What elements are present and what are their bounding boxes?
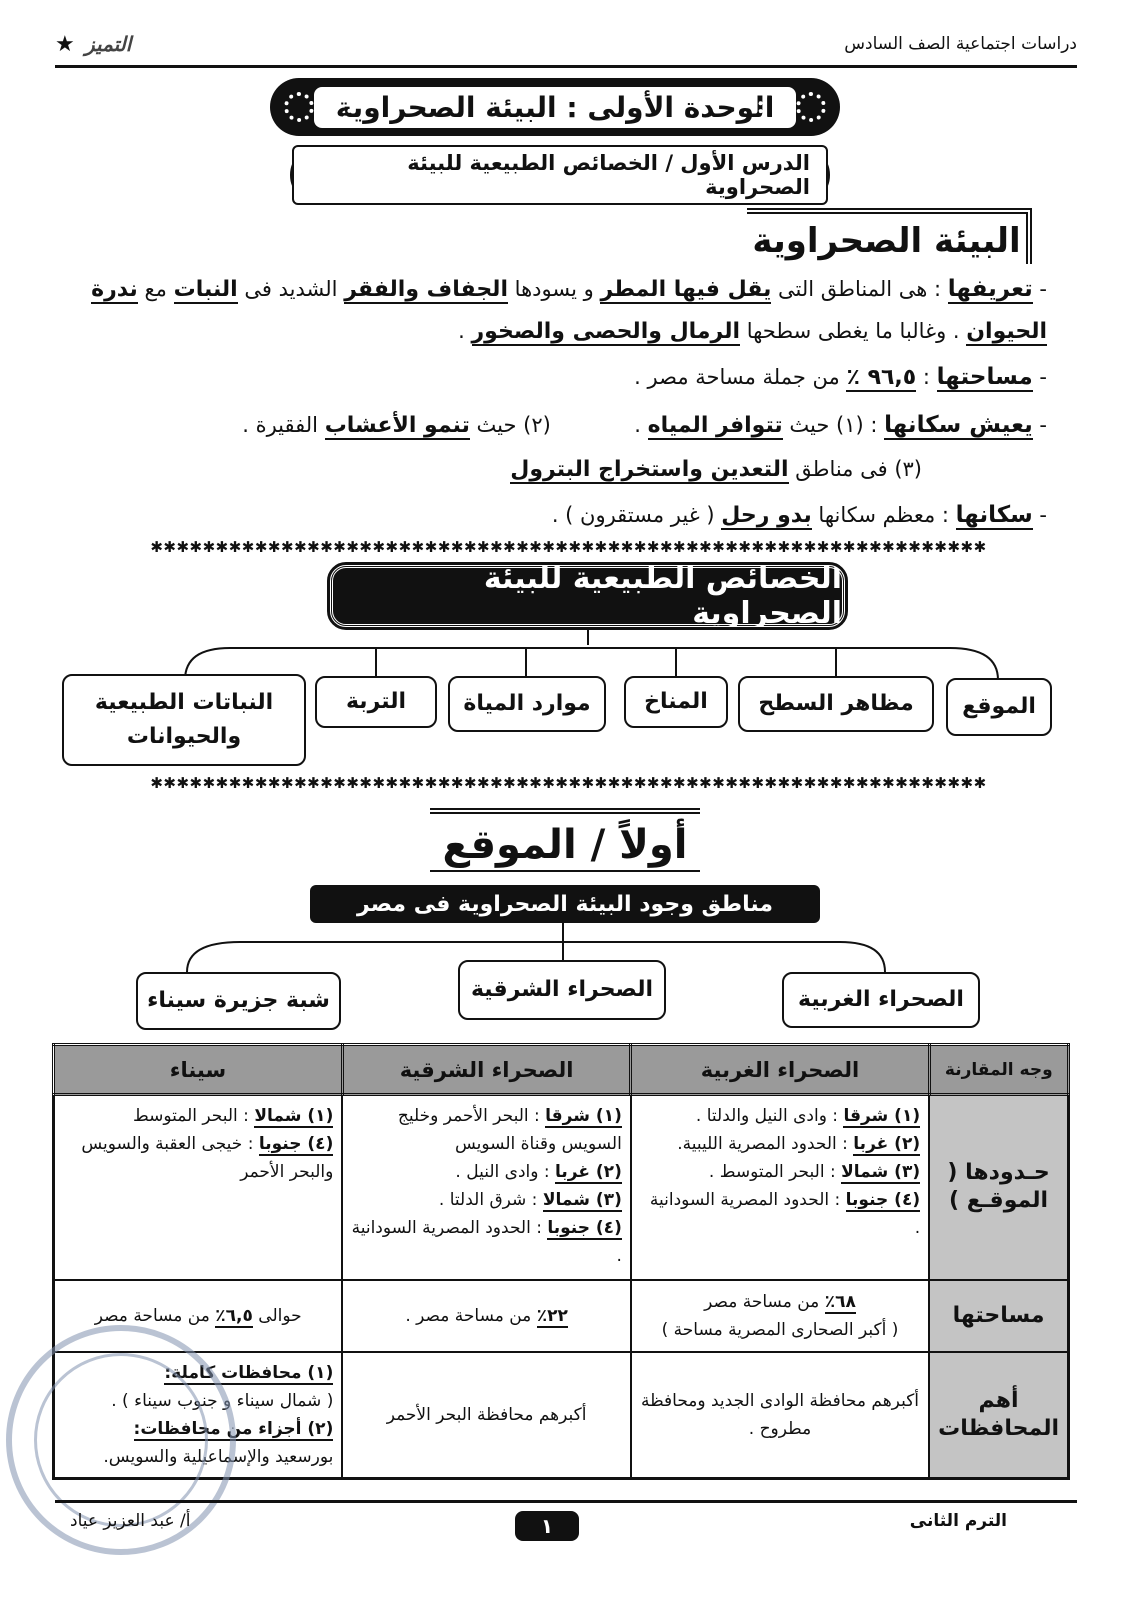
population-label: سكانها <box>955 502 1033 528</box>
population-line: - سكانها : معظم سكانها بدو رحل ( غير مستقرون ) . <box>551 502 1047 528</box>
keyword: التعدين واستخراج البترول <box>510 457 789 482</box>
direction-label: (٤) جنوبا <box>845 1190 921 1210</box>
term-label: الترم الثانى <box>909 1511 1007 1531</box>
cell-text: : البحر المتوسط . <box>708 1162 836 1182</box>
livelihood-item: (١) حيث <box>789 413 864 437</box>
page-number: ١ <box>515 1511 579 1541</box>
cell-text: من مساحة مصر <box>704 1291 820 1312</box>
table-header-row <box>54 1045 1069 1095</box>
keyword: الجفاف والفقر <box>344 277 508 302</box>
cell-text: : وادى النيل . <box>455 1162 550 1182</box>
table-cell <box>54 1095 343 1280</box>
definition-text: مع <box>144 277 167 301</box>
direction-label: (٢) غربا <box>853 1134 921 1154</box>
author-name: أ/ عبد العزيز عياد <box>70 1511 191 1531</box>
cell-text: : الحدود المصرية الليبية. <box>677 1134 848 1154</box>
cell-text: : خيجى العقبة والسويس والبحر الأحمر <box>81 1134 334 1182</box>
keyword: بدو رحل <box>721 503 812 528</box>
cell-text: من مساحة مصر <box>94 1305 210 1326</box>
livelihood-item: (٢) حيث <box>476 413 551 437</box>
table-cell: أكبرهم محافظة الوادى الجديد ومحافظة مطروح . <box>631 1352 929 1479</box>
col-header: سيناء <box>54 1045 343 1095</box>
definition-text: الشديد فى <box>244 277 338 301</box>
characteristics-banner: الخصائص الطبيعية للبيئة الصحراوية <box>330 565 845 627</box>
direction-label: (٢) غربا <box>555 1162 622 1182</box>
table-cell <box>631 1095 929 1280</box>
direction-label: (٤) جنوبا <box>258 1134 334 1154</box>
region-box-sinai: شبة جزيرة سيناء <box>136 972 341 1030</box>
row-header: حـدودها ( الموقـع ) <box>929 1095 1068 1280</box>
row-header: مساحتها <box>929 1280 1068 1352</box>
livelihood-item: . <box>634 413 641 437</box>
direction-label: (٣) شمالا <box>841 1162 921 1182</box>
col-header: وجه المقارنة <box>929 1045 1068 1095</box>
livelihood-item: (٣) فى مناطق <box>795 457 922 481</box>
shooting-star-icon: ★ <box>55 32 75 57</box>
char-box-surface: مظاهر السطح <box>738 676 934 732</box>
col-header: الصحراء الغربية <box>631 1045 929 1095</box>
table-cell <box>342 1095 631 1280</box>
keyword: تتوافر المياه <box>647 413 783 438</box>
area-value: ٩٦,٥ ٪ <box>846 365 917 390</box>
definition-line: - تعريفها : هى المناطق التى يقل فيها المطر و يسودها الجفاف والفقر الشديد فى النبات مع ندرة <box>91 276 1047 302</box>
livelihood-label: يعيش سكانها <box>884 412 1033 438</box>
row-header: أهم المحافظات <box>929 1352 1068 1479</box>
area-value: ٢٢٪ <box>536 1305 568 1326</box>
definition-label: تعريفها <box>947 276 1033 302</box>
char-box-water: موارد المياة <box>448 676 606 732</box>
definition-text: . <box>458 319 465 343</box>
direction-label: (٤) جنوبا <box>547 1218 622 1238</box>
cell-text: : وادى النيل والدلتا . <box>695 1106 839 1126</box>
definition-text: و يسودها <box>514 277 594 301</box>
livelihood-item: الفقيرة . <box>242 413 318 437</box>
direction-label: (١) شرقا <box>843 1106 921 1126</box>
direction-label: (٣) شمالا <box>542 1190 622 1210</box>
table-cell <box>631 1280 929 1352</box>
star-divider: ✱✱✱✱✱✱✱✱✱✱✱✱✱✱✱✱✱✱✱✱✱✱✱✱✱✱✱✱✱✱✱✱✱✱✱✱✱✱✱✱✱✱✱✱✱✱✱✱✱✱✱✱✱✱✱✱✱✱✱✱✱✱✱✱ <box>150 774 987 790</box>
regions-banner <box>310 885 820 923</box>
region-box-western: الصحراء الغربية <box>782 972 980 1028</box>
cell-text: : البحر الأحمر وخليج السويس وقناة السويس <box>397 1106 622 1154</box>
cell-heading: (٢) أجزاء من محافظات: <box>133 1418 334 1439</box>
area-text: من جملة مساحة مصر . <box>634 365 840 389</box>
brand-logo-text: التميز <box>85 32 132 56</box>
lesson-title: الدرس الأول / الخصائص الطبيعية للبيئة الصحراوية <box>292 145 828 205</box>
cell-text: حوالى <box>258 1305 302 1326</box>
regions-banner-text: مناطق وجود البيئة الصحراوية فى مصر <box>357 891 773 917</box>
direction-label: (١) شمالا <box>254 1106 334 1126</box>
cell-note: ( أكبر الصحارى المصرية مساحة ) <box>661 1319 899 1340</box>
direction-label: (١) شرقا <box>545 1106 622 1126</box>
table-cell <box>342 1280 631 1352</box>
keyword: النبات <box>173 277 238 302</box>
cell-text: ( شمال سيناء و جنوب سيناء ) . <box>111 1390 334 1411</box>
subject-title: دراسات اجتماعية الصف السادس <box>844 34 1077 54</box>
table-row <box>54 1095 1069 1280</box>
cell-text: بورسعيد والإسماعيلية والسويس. <box>103 1446 334 1467</box>
char-box-climate: المناخ <box>624 676 728 728</box>
livelihood-line: - يعيش سكانها : (١) حيث تتوافر المياه . (٢) حيث تنمو الأعشاب الفقيرة . <box>242 412 1047 438</box>
area-line: - مساحتها : ٩٦,٥ ٪ من جملة مساحة مصر . <box>634 364 1047 390</box>
population-text: ( غير مستقرون ) . <box>551 503 715 527</box>
definition-text: . وغالبا ما يغطى سطحها <box>746 319 960 343</box>
page-footer <box>55 1500 1077 1540</box>
location-title: أولاً / الموقع <box>430 808 700 872</box>
area-value: ٦٨٪ <box>824 1291 856 1312</box>
cell-heading: (١) محافظات كاملة: <box>164 1362 334 1383</box>
table-row <box>54 1280 1069 1352</box>
unit-title: الوحدة الأولى : البيئة الصحراوية <box>314 87 797 128</box>
region-box-eastern: الصحراء الشرقية <box>458 960 666 1020</box>
cell-text: : البحر المتوسط <box>132 1106 249 1126</box>
keyword: تنمو الأعشاب <box>324 413 470 438</box>
cell-text: : الحدود المصرية السودانية . <box>649 1190 921 1238</box>
population-text: معظم سكانها <box>818 503 936 527</box>
col-header: الصحراء الشرقية <box>342 1045 631 1095</box>
keyword: يقل فيها المطر <box>600 277 772 302</box>
keyword: ندرة <box>91 277 138 302</box>
char-box-plants-animals: النباتات الطبيعية والحيوانات <box>62 674 306 766</box>
cell-text: من مساحة مصر . <box>405 1305 532 1326</box>
cell-text: : الحدود المصرية السودانية . <box>351 1218 622 1266</box>
char-box-soil: التربة <box>315 676 437 728</box>
keyword: الحيوان <box>966 319 1047 344</box>
star-divider: ✱✱✱✱✱✱✱✱✱✱✱✱✱✱✱✱✱✱✱✱✱✱✱✱✱✱✱✱✱✱✱✱✱✱✱✱✱✱✱✱✱✱✱✱✱✱✱✱✱✱✱✱✱✱✱✱✱✱✱✱✱✱✱✱ <box>150 538 987 554</box>
char-box-location: الموقع <box>946 678 1052 736</box>
section-title: البيئة الصحراوية <box>747 208 1032 264</box>
area-value: ٦,٥٪ <box>215 1305 253 1326</box>
definition-text: هى المناطق التى <box>778 277 928 301</box>
cell-text: : شرق الدلتا . <box>438 1190 538 1210</box>
keyword: الرمال والحصى والصخور <box>471 319 741 344</box>
area-label: مساحتها <box>936 364 1033 390</box>
table-cell: أكبرهم محافظة البحر الأحمر <box>342 1352 631 1479</box>
